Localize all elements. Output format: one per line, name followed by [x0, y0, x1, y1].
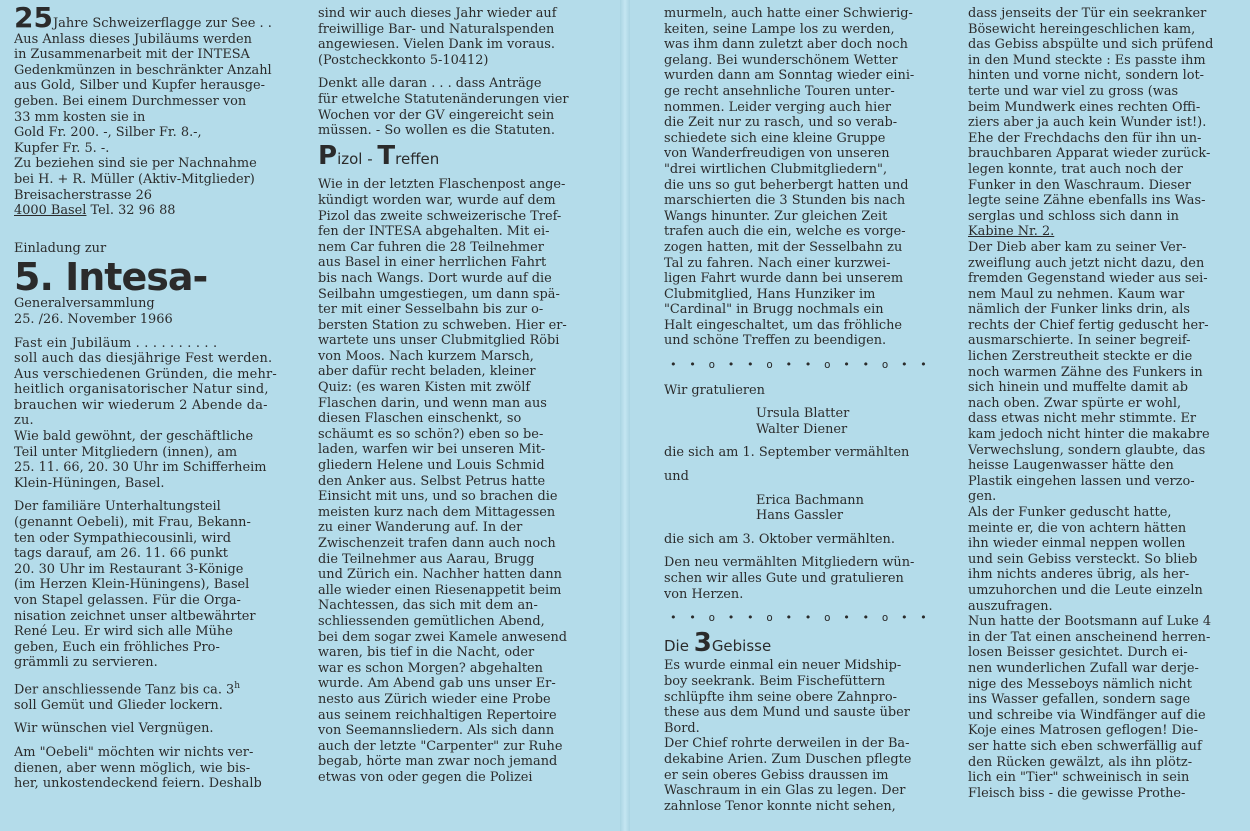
text-line: grämmli zu servieren. [14, 655, 158, 671]
text-line: lichen Zerstreutheit steckte er die [968, 349, 1193, 365]
gv-paragraph-2 [14, 429, 306, 491]
text-line: marschierten die 3 Stunden bis nach [664, 193, 906, 209]
text-line: in den Mund steckte : Es passte ihm [968, 52, 1206, 68]
text-line: soll Gemüt und Glieder lockern. [14, 697, 223, 713]
text-line: ausmarschierte. In seiner begreif- [968, 333, 1191, 349]
text-line: legte seine Zähne ebenfalls ins Was- [968, 193, 1206, 209]
name-line: Ursula Blatter [756, 406, 850, 422]
text-line: bis nach Wangs. Dort wurde auf die [318, 270, 552, 286]
wedding-2-text: die sich am 3. Oktober vermählten. [664, 531, 895, 547]
text-line: Bösewicht hereingeschlichen kam, [968, 21, 1196, 37]
text-line: geben. Bei einem Durchmesser von [14, 93, 247, 109]
text-line: sind wir auch dieses Jahr wieder auf [318, 6, 557, 21]
heading-initial: P [318, 140, 338, 171]
text-line: etwas von oder gegen die Polizei [318, 769, 533, 785]
text-line: auszufragen. [968, 598, 1053, 614]
text-line: Einsicht mit uns, und so brachen die [318, 489, 558, 505]
statuten-paragraph [318, 76, 604, 138]
superscript: h [234, 680, 241, 691]
text-line: ins Wasser gefallen, sondern sage [968, 692, 1191, 708]
text-line: Aus Anlass dieses Jubiläums werden [14, 31, 252, 47]
text-line: nem Car fuhren die 28 Teilnehmer [318, 239, 544, 255]
text-line: Am "Oebeli" möchten wir nichts ver- [14, 745, 254, 761]
gv-paragraph-5: Wir wünschen viel Vergnügen. [14, 721, 214, 737]
text-line: lich ein "Tier" schweinisch in sein [968, 770, 1190, 786]
text-line: wurden dann am Sonntag wieder eini- [664, 68, 915, 84]
name-line: Hans Gassler [756, 508, 844, 524]
text-line: nesto aus Zürich wieder eine Probe [318, 691, 551, 707]
text-line: Teil unter Mitgliedern (innen), am [14, 444, 238, 460]
text-line: Der familiäre Unterhaltungsteil [14, 499, 221, 515]
text-line: ser hatte sich eben schwerfällig auf [968, 738, 1202, 754]
gebisse-paragraph [664, 658, 954, 814]
name-line: Walter Diener [756, 421, 848, 437]
text-line: die uns so gut beherbergt hatten und [664, 177, 909, 193]
intesa-title: 5. Intesa- [14, 255, 208, 300]
text-line: Seilbahn umgestiegen, um dann spä- [318, 286, 560, 302]
text-line: Tal zu fahren. Nach einer kurzwei- [664, 255, 891, 271]
text-line: Gold Fr. 200. -, Silber Fr. 8.-, [14, 125, 202, 141]
pizol-paragraph [318, 177, 604, 785]
text-line: schen wir alles Gute und gratulieren [664, 571, 904, 586]
text-line: Plastik eingehen lassen und verzo- [968, 473, 1195, 489]
text-line: trafen auch die ein, welche es vorge- [664, 224, 906, 240]
text-line: zu. [14, 413, 34, 429]
gebisse-heading [664, 627, 954, 658]
text-line: hinten und vorne nicht, sondern lot- [968, 68, 1204, 84]
flag-title: Jahre Schweizerflagge zur See . . [52, 16, 272, 31]
text-line: bei H. + R. Müller (Aktiv-Mitglieder) [14, 171, 255, 187]
text-line: (Postcheckkonto 5-10412) [318, 52, 489, 68]
text-line: war es schon Morgen? abgehalten [318, 660, 543, 676]
heading-text: reffen [395, 149, 440, 168]
wedding-1-text: die sich am 1. September vermählten [664, 445, 910, 461]
text-line: Quiz: (es waren Kisten mit zwölf [318, 380, 531, 396]
pizol-paragraph-continued [664, 6, 954, 349]
text-line: bei dem sogar zwei Kamele anwesend [318, 629, 568, 645]
column-1 [14, 6, 306, 831]
text-line: fen der INTESA abgehalten. Mit ei- [318, 224, 550, 240]
text-line: und sein Gebiss versteckt. So blieb [968, 551, 1198, 567]
text-line: heitlich organisatorischer Natur sind, [14, 382, 269, 398]
text-line: das Gebiss abspülte und sich prüfend [968, 37, 1214, 53]
text-line: wartete uns unser Clubmitglied Röbi [318, 333, 560, 349]
text-line: diesen Flaschen einschenkt, so [318, 411, 522, 427]
text-line: Der Dieb aber kam zu seiner Ver- [968, 239, 1187, 255]
text-line: dienen, aber wenn möglich, wie bis- [14, 760, 251, 776]
gv-paragraph-1 [14, 336, 306, 430]
text-line: schäumt es so schön?) eben so be- [318, 426, 544, 442]
text-line: von Seemannsliedern. Als sich dann [318, 723, 555, 739]
text-line: geben, Euch ein fröhliches Pro- [14, 639, 220, 655]
text-line: Zwischenzeit trafen dann auch noch [318, 536, 556, 551]
text-line: terte und war viel zu gross (was [968, 83, 1179, 99]
text-line: gelang. Bei wunderschönem Wetter [664, 52, 898, 68]
text-line: den Anker aus. Selbst Petrus hatte [318, 473, 546, 489]
heading-text: Gebisse [711, 636, 772, 655]
und-text: und [664, 469, 689, 485]
text-line: nämlich der Funker links drin, als [968, 302, 1190, 318]
text-line: Als der Funker geduscht hatte, [968, 505, 1172, 520]
text-line: aus Basel in einer herrlichen Fahrt [318, 255, 547, 271]
text-line: ter mit einer Sesselbahn bis zur o- [318, 302, 544, 318]
text-line: nige des Messeboys nämlich nicht [968, 676, 1192, 692]
text-line: her, unkostendeckend feiern. Deshalb [14, 776, 262, 792]
tel-text: Tel. 32 96 88 [86, 203, 176, 219]
text-line: these aus dem Mund und sauste über [664, 705, 910, 721]
text-line: 20. 30 Uhr im Restaurant 3-Könige [14, 561, 244, 577]
text-line: Klein-Hüningen, Basel. [14, 475, 165, 491]
name-line: Erica Bachmann [756, 492, 864, 508]
text-line: Kupfer Fr. 5. -. [14, 140, 110, 156]
text-line: ihn wieder einmal neppen wollen [968, 536, 1186, 552]
text-line: und Zürich ein. Nachher hatten dann [318, 567, 562, 583]
flag-heading [14, 6, 306, 32]
text-line: sich hinein und muffelte damit ab [968, 380, 1189, 396]
text-line: aber dafür recht beladen, kleiner [318, 364, 536, 380]
dot-separator: • • o • • o • • o • • o • • [670, 611, 930, 625]
text-line: Pizol das zweite schweizerische Tref- [318, 208, 562, 224]
gv-paragraph-3 [14, 499, 306, 671]
gebisse-paragraph-continued [968, 6, 1244, 801]
text-line: beim Mundwerk eines rechten Offi- [968, 99, 1201, 115]
text-line: die Zeit nur zu rasch, und so verab- [664, 115, 898, 131]
text-line: begab, hörte man zwar noch jemand [318, 754, 558, 770]
text-line: wurde. Am Abend gab uns unser Er- [318, 676, 556, 692]
text-line: und schreibe via Windfänger auf die [968, 707, 1206, 723]
text-line: meisten kurz nach dem Mittagessen [318, 504, 556, 520]
text-line: in der Tat einen anscheinend herren- [968, 629, 1211, 645]
text-line: tags darauf, am 26. 11. 66 punkt [14, 546, 228, 562]
text-line: nach oben. Zwar spürte er wohl, [968, 395, 1182, 411]
text-line: Halt eingeschaltet, um das fröhliche [664, 317, 903, 333]
text-line: Aus verschiedenen Gründen, die mehr- [14, 366, 277, 382]
text-line: er sein oberes Gebiss draussen im [664, 767, 889, 783]
text-line: von Moos. Nach kurzem Marsch, [318, 348, 534, 364]
text-line: Denkt alle daran . . . dass Anträge [318, 76, 542, 92]
gv-subtitle: Generalversammlung [14, 296, 155, 312]
column-2 [318, 6, 604, 831]
text-line: ihm nichts anderes übrig, als her- [968, 567, 1190, 583]
text-line: 25. 11. 66, 20. 30 Uhr im Schifferheim [14, 460, 267, 476]
text-line: alle wieder einen Riesenappetit beim [318, 582, 562, 598]
wish-paragraph [664, 555, 954, 602]
text-line: schiedete sich eine kleine Gruppe [664, 130, 886, 146]
gv-paragraph-4 [14, 679, 306, 713]
gratulation-heading: Wir gratulieren [664, 382, 765, 398]
text-line: legen konnte, trat auch noch der [968, 161, 1183, 177]
text-line: Der anschliessende Tanz bis ca. 3 [14, 682, 235, 698]
heading-number: 3 [693, 627, 712, 658]
text-line: Verwechslung, sondern glaubte, das [968, 442, 1206, 458]
dot-separator: • • o • • o • • o • • o • • [670, 358, 930, 372]
text-line: "drei wirtlichen Clubmitgliedern", [664, 161, 888, 177]
text-line: Flaschen darin, und wenn man aus [318, 395, 547, 411]
text-line: Gedenkmünzen in beschränkter Anzahl [14, 62, 272, 78]
text-line: rechts der Chief fertig geduscht her- [968, 317, 1209, 333]
text-line: gen. [968, 489, 997, 505]
text-line: nen wunderlichen Zufall war derje- [968, 660, 1199, 676]
text-line: "Cardinal" in Brugg nochmals ein [664, 302, 884, 318]
text-line: Breisacherstrasse 26 [14, 187, 153, 203]
text-line: meinte er, die von achtern hätten [968, 520, 1187, 536]
text-line: aus Gold, Silber und Kupfer herausge- [14, 78, 265, 94]
text-line: brauchen wir wiederum 2 Abende da- [14, 397, 268, 413]
text-line: schlüpfte ihm seine obere Zahnpro- [664, 689, 897, 705]
text-line: boy seekrank. Beim Fischefüttern [664, 673, 886, 689]
text-line: dass etwas nicht mehr stimmte. Er [968, 411, 1197, 427]
text-line: nommen. Leider verging auch hier [664, 99, 892, 115]
text-line: Wochen vor der GV eingereicht sein [318, 107, 555, 123]
page-fold [620, 0, 630, 831]
text-line: (genannt Oebeli), mit Frau, Bekann- [14, 515, 251, 531]
text-line: Fleisch biss - die gewisse Prothe- [968, 785, 1186, 801]
text-line: Wangs hinunter. Zur gleichen Zeit [664, 208, 888, 224]
text-line: Kabine Nr. 2. [968, 224, 1055, 240]
text-line: heisse Laugenwasser hätte den [968, 458, 1174, 474]
text-line: zweiflung auch jetzt nicht dazu, den [968, 255, 1205, 271]
flag-paragraph [14, 32, 306, 219]
couple-1 [664, 406, 954, 437]
text-line: Der Chief rohrte derweilen in der Ba- [664, 736, 910, 752]
text-line: in Zusammenarbeit mit der INTESA [14, 47, 250, 63]
text-line: serglas und schloss sich dann in [968, 208, 1179, 224]
column-3 [664, 6, 954, 831]
text-line: nisation zeichnet unser altbewährter [14, 608, 256, 624]
text-line: brauchbaren Apparat wieder zurück- [968, 146, 1211, 162]
text-line: dekabine Arien. Zum Duschen pflegte [664, 751, 912, 767]
text-line: müssen. - So wollen es die Statuten. [318, 123, 555, 139]
text-line: Wie bald gewöhnt, der geschäftliche [14, 429, 254, 445]
text-line: ziers aber ja auch kein Wunder ist!). [968, 115, 1207, 131]
text-line: Waschraum in ein Glas zu legen. Der [664, 783, 906, 799]
heading-text: Die [664, 636, 694, 655]
text-line: für etwelche Statutenänderungen vier [318, 91, 569, 107]
text-line: fremden Gegenstand wieder aus sei- [968, 271, 1208, 287]
text-line: von Herzen. [664, 586, 744, 602]
text-line: losen Beisser gesichtet. Durch ei- [968, 645, 1188, 661]
text-line: nem Maul zu nehmen. Kaum war [968, 286, 1185, 302]
text-line: ligen Fahrt wurde dann bei unserem [664, 271, 904, 287]
text-line: laden, warfen wir bei unseren Mit- [318, 442, 546, 458]
text-line: von Stapel gelassen. Für die Orga- [14, 593, 241, 608]
text-line: ten oder Sympathiecousinli, wird [14, 530, 231, 546]
donation-paragraph [318, 6, 604, 68]
text-line: Nachtessen, das sich mit dem an- [318, 598, 538, 614]
text-line: schliessenden gemütlichen Abend, [318, 613, 545, 629]
text-line: Fast ein Jubiläum . . . . . . . . . . [14, 335, 218, 351]
text-line: Den neu vermählten Mitgliedern wün- [664, 555, 915, 571]
text-line: Es wurde einmal ein neuer Midship- [664, 658, 902, 674]
text-line: 33 mm kosten sie in [14, 109, 146, 125]
city-text: 4000 Basel [14, 203, 87, 219]
text-line: zogen hatten, mit der Sesselbahn zu [664, 239, 903, 255]
couple-2 [664, 493, 954, 524]
text-line: noch warmen Zähne des Funkers in [968, 364, 1203, 380]
text-line: und schöne Treffen zu beendigen. [664, 333, 887, 349]
flag-number: 25 [14, 6, 53, 34]
text-line: umzuhorchen und die Leute einzeln [968, 582, 1203, 598]
text-line: zu einer Wanderung auf. In der [318, 520, 523, 536]
text-line: was ihm dann zuletzt aber doch noch [664, 37, 908, 53]
text-line: Bord. [664, 720, 700, 736]
heading-initial: T [377, 140, 396, 171]
pizol-heading [318, 140, 604, 171]
einladung-text: Einladung zur [14, 240, 107, 256]
heading-text: izol - [337, 149, 378, 168]
text-line: ge recht ansehnliche Touren unter- [664, 83, 895, 99]
text-line: dass jenseits der Tür ein seekranker [968, 6, 1207, 21]
text-line: von Wanderfreudigen von unseren [664, 146, 890, 162]
text-line: Koje eines Matrosen geflogen! Die- [968, 723, 1198, 739]
text-line: zahnlose Tenor konnte nicht sehen, [664, 798, 896, 814]
text-line: Clubmitglied, Hans Hunziker im [664, 286, 876, 302]
text-line: die Teilnehmer aus Aarau, Brugg [318, 551, 535, 567]
column-4 [968, 6, 1244, 831]
text-line: freiwillige Bar- und Naturalspenden [318, 21, 555, 37]
text-line: Ehe der Frechdachs den für ihn un- [968, 130, 1202, 146]
text-line: gliedern Helene und Louis Schmid [318, 458, 545, 474]
text-line: keiten, seine Lampe los zu werden, [664, 21, 895, 37]
text-line: waren, bis tief in die Nacht, oder [318, 645, 535, 661]
text-line: Zu beziehen sind sie per Nachnahme [14, 156, 257, 172]
text-line: bersten Station zu schweben. Hier er- [318, 317, 567, 333]
text-line: aus seinem reichhaltigen Repertoire [318, 707, 557, 723]
text-line: kam jedoch nicht hinter die makabre [968, 427, 1210, 443]
text-line: Wie in der letzten Flaschenpost ange- [318, 177, 566, 193]
text-line: Nun hatte der Bootsmann auf Luke 4 [968, 614, 1212, 630]
text-line: soll auch das diesjährige Fest werden. [14, 351, 273, 367]
text-line: kündigt worden war, wurde auf dem [318, 192, 556, 208]
gv-date: 25. /26. November 1966 [14, 311, 173, 327]
text-line: (im Herzen Klein-Hüningens), Basel [14, 577, 250, 593]
text-line: murmeln, auch hatte einer Schwierig- [664, 6, 913, 21]
text-line: auch der letzte "Carpenter" zur Ruhe [318, 738, 563, 754]
text-line: angewiesen. Vielen Dank im voraus. [318, 37, 555, 53]
text-line: Funker in den Waschraum. Dieser [968, 177, 1192, 193]
text-line: René Leu. Er wird sich alle Mühe [14, 624, 233, 640]
text-line: den Rücken gewälzt, als ihn plötz- [968, 754, 1193, 770]
gv-paragraph-6 [14, 745, 306, 792]
